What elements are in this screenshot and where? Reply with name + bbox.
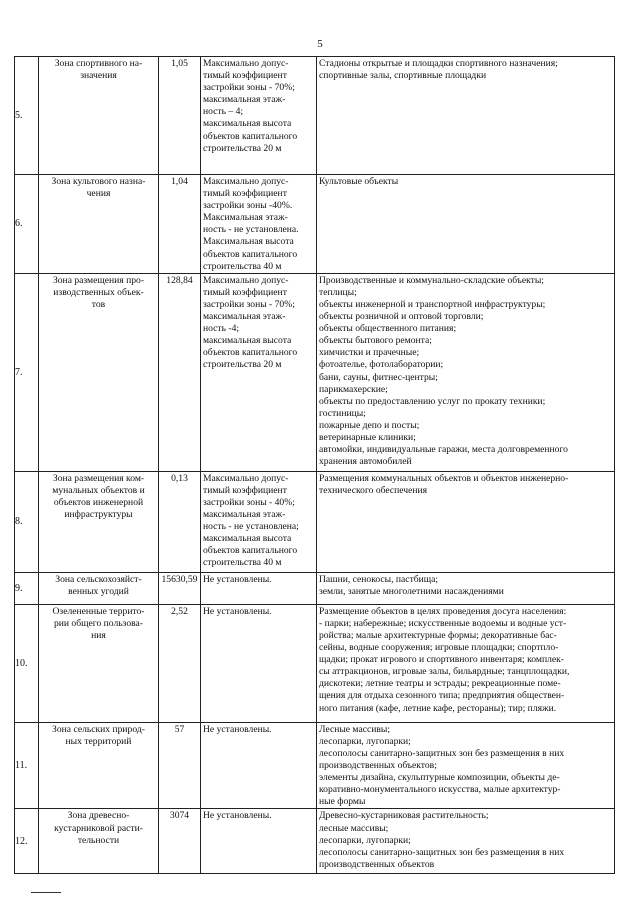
zone-area: 57: [159, 722, 201, 809]
parameter-line: застройки зоны -40%.: [203, 200, 293, 212]
parameter-line: объектов капитального: [203, 347, 298, 359]
permitted-uses: [317, 809, 615, 874]
table-row: [15, 57, 615, 175]
row-number: 12.: [15, 809, 39, 874]
parameter-line: Не установлены.: [203, 810, 272, 822]
zone-parameters: [201, 809, 317, 874]
row-number: 8.: [15, 471, 39, 572]
table-row: [15, 604, 615, 722]
table-row: [15, 175, 615, 274]
permitted-uses: [317, 722, 615, 809]
zones-table: [14, 56, 615, 874]
zone-parameters: [201, 604, 317, 722]
use-line: щения для отдыха сезонного типа; предприятия обществен-: [319, 690, 565, 702]
parameter-line: Максимальная этаж-: [203, 212, 288, 224]
use-line: ного питания (кафе, летние кафе, рестораны); тир; пляжи.: [319, 702, 557, 714]
zone-name-text: Зона размещения ком- мунальных объектов и объектов инженерной инфраструктуры: [52, 472, 145, 521]
zone-parameters: [201, 273, 317, 471]
permitted-uses: [317, 175, 615, 274]
parameter-line: Не установлены.: [203, 573, 272, 585]
parameter-line: строительства 40 м: [203, 260, 282, 272]
parameter-line: объектов капитального: [203, 248, 298, 260]
use-line: земли, занятые многолетними насаждениями: [319, 585, 504, 597]
table-row: [15, 722, 615, 809]
permitted-uses: [317, 273, 615, 471]
parameter-line: Максимально допус-: [203, 472, 289, 484]
zone-area: 0,13: [159, 471, 201, 572]
row-number: 7.: [15, 273, 39, 471]
use-line: щадки; прокат игрового и спортивного инвентаря; комплек-: [319, 654, 564, 666]
parameter-line: максимальная высота: [203, 533, 292, 545]
permitted-uses: [317, 572, 615, 604]
row-number: 10.: [15, 604, 39, 722]
permitted-uses: [317, 57, 615, 175]
parameter-line: застройки зоны - 70%;: [203, 298, 295, 310]
use-line: технического обеспечения: [319, 484, 428, 496]
use-line: ные формы: [319, 796, 366, 808]
use-line: химчистки и прачечные;: [319, 347, 420, 359]
permitted-uses: [317, 604, 615, 722]
zone-area: 128,84: [159, 273, 201, 471]
parameter-line: застройки зоны - 70%;: [203, 82, 295, 94]
table-row: [15, 273, 615, 471]
use-line: хранения автомобилей: [319, 456, 412, 468]
use-line: коративно-монументального искусства, малые архитектур-: [319, 784, 561, 796]
zone-name: [39, 175, 159, 274]
parameter-line: Максимально допус-: [203, 274, 289, 286]
parameter-line: ность - не установлена;: [203, 521, 299, 533]
use-line: производственных объектов;: [319, 760, 437, 772]
use-line: бани, сауны, фитнес-центры;: [319, 371, 438, 383]
zone-name: [39, 604, 159, 722]
use-line: лесополосы санитарно-защитных зон без размещения в них: [319, 747, 565, 759]
parameter-line: максимальная этаж-: [203, 94, 286, 106]
parameter-line: тимый коэффициент: [203, 484, 287, 496]
zone-area: 15630,59: [159, 572, 201, 604]
parameter-line: максимальная этаж-: [203, 311, 286, 323]
use-line: объекты розничной и оптовой торговли;: [319, 311, 484, 323]
zone-area: 3074: [159, 809, 201, 874]
parameter-line: максимальная этаж-: [203, 509, 286, 521]
use-line: Древесно-кустарниковая растительность;: [319, 810, 489, 822]
parameter-line: тимый коэффициент: [203, 70, 287, 82]
use-line: ветеринарные клиники;: [319, 431, 416, 443]
use-line: гостиницы;: [319, 407, 366, 419]
parameter-line: Максимально допус-: [203, 58, 289, 69]
use-line: лесопарки, лугопарки;: [319, 735, 411, 747]
parameter-line: Максимально допус-: [203, 176, 289, 187]
zone-name: [39, 572, 159, 604]
page-number: 5: [317, 38, 323, 50]
parameter-line: Максимальная высота: [203, 236, 294, 248]
use-line: объекты инженерной и транспортной инфраструктуры;: [319, 298, 546, 310]
use-line: сы аттракционов, игровые залы, бильярдные; танцплощадки,: [319, 666, 570, 678]
parameter-line: максимальная высота: [203, 118, 292, 130]
parameter-line: строительства 20 м: [203, 359, 282, 371]
use-line: элементы дизайна, скульптурные композиции, объекты де-: [319, 772, 560, 784]
zone-parameters: [201, 471, 317, 572]
zone-name: [39, 273, 159, 471]
parameter-line: Не установлены.: [203, 723, 272, 735]
use-line: дискотеки; летние театры и эстрады; рекреационные поме-: [319, 678, 561, 690]
permitted-uses: [317, 471, 615, 572]
use-line: Лесные массивы;: [319, 723, 390, 735]
use-line: лесные массивы;: [319, 822, 389, 834]
use-line: Размещение объектов в целях проведения досуга населения:: [319, 605, 567, 617]
parameter-line: ность - не установлена.: [203, 224, 299, 236]
parameter-line: ность -4;: [203, 323, 240, 335]
parameter-line: строительства 40 м: [203, 557, 282, 569]
use-line: ройства; малые архитектурные формы; декоративные бас-: [319, 629, 557, 641]
parameter-line: объектов капитального: [203, 130, 298, 142]
row-number: 6.: [15, 175, 39, 274]
parameter-line: тимый коэффициент: [203, 188, 287, 200]
use-line: объекты бытового ремонта;: [319, 335, 432, 347]
zone-name-text: Зона спортивного на- значения: [54, 58, 143, 82]
use-line: Производственные и коммунально-складские объекты;: [319, 274, 544, 286]
parameter-line: застройки зоны - 40%;: [203, 496, 295, 508]
use-line: - парки; набережные; искусственные водоемы и водные уст-: [319, 617, 567, 629]
use-line: лесопарки, лугопарки;: [319, 834, 411, 846]
use-line: Размещения коммунальных объектов и объектов инженерно-: [319, 472, 569, 484]
zone-name: [39, 809, 159, 874]
zone-area: 1,04: [159, 175, 201, 274]
parameter-line: строительства 20 м: [203, 142, 282, 154]
row-number: 5.: [15, 57, 39, 175]
zone-area: 1,05: [159, 57, 201, 175]
table-row: [15, 809, 615, 874]
zone-name: [39, 722, 159, 809]
zone-parameters: [201, 57, 317, 175]
use-line: автомойки, индивидуальные гаражи, места долговременного: [319, 444, 568, 456]
use-line: объекты по предоставлению услуг по прокату техники;: [319, 395, 546, 407]
zone-parameters: [201, 722, 317, 809]
parameter-line: тимый коэффициент: [203, 286, 287, 298]
table-row: [15, 471, 615, 572]
use-line: спортивные залы, спортивные площадки: [319, 70, 487, 82]
zone-name: [39, 471, 159, 572]
zone-name: [39, 57, 159, 175]
use-line: сейны, водные сооружения; игровые площадки; спортпло-: [319, 642, 559, 654]
zone-name-text: Зона сельскохозяйст- венных угодий: [55, 573, 142, 597]
use-line: лесополосы санитарно-защитных зон без размещения в них: [319, 846, 565, 858]
zone-name-text: Зона культового назна- чения: [51, 176, 146, 200]
row-number: 9.: [15, 572, 39, 604]
use-line: теплицы;: [319, 286, 357, 298]
use-line: фотоателье, фотолаборатории;: [319, 359, 444, 371]
use-line: объекты общественного питания;: [319, 323, 457, 335]
use-line: производственных объектов: [319, 858, 435, 870]
zone-name-text: Зона сельских природ- ных территорий: [52, 723, 145, 747]
use-line: Пашни, сенокосы, пастбища;: [319, 573, 439, 585]
parameter-line: ность – 4;: [203, 106, 244, 118]
use-line: Стадионы открытые и площадки спортивного назначения;: [319, 58, 558, 69]
parameter-line: Не установлены.: [203, 605, 272, 617]
row-number: 11.: [15, 722, 39, 809]
zone-parameters: [201, 572, 317, 604]
footer-divider: [31, 892, 61, 893]
zone-name-text: Зона размещения про- изводственных объек- тов: [52, 274, 145, 310]
zone-name-text: Зона древесно- кустарниковой расти- тельности: [54, 810, 143, 846]
zone-parameters: [201, 175, 317, 274]
use-line: Культовые объекты: [319, 176, 399, 187]
parameter-line: максимальная высота: [203, 335, 292, 347]
use-line: парикмахерские;: [319, 383, 388, 395]
zone-name-text: Озелененные террито- рии общего пользова- ния: [52, 605, 145, 641]
table-row: [15, 572, 615, 604]
zone-area: 2,52: [159, 604, 201, 722]
use-line: пожарные депо и посты;: [319, 419, 420, 431]
parameter-line: объектов капитального: [203, 545, 298, 557]
